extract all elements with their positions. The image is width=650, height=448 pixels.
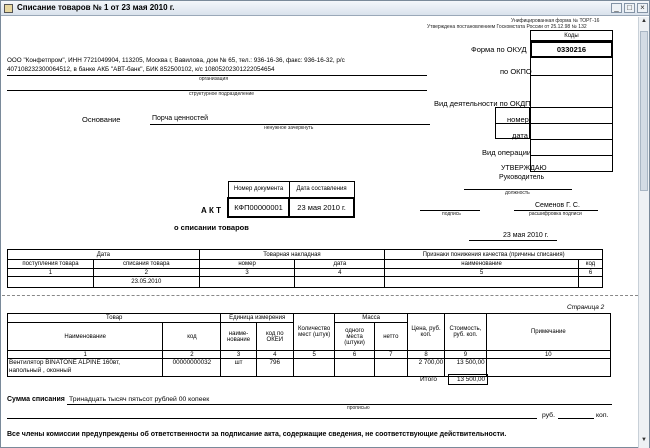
approver-name: Семенов Г. С. xyxy=(535,202,580,209)
col-reason-code: код xyxy=(578,260,602,269)
h-okei: код по ОКЕИ xyxy=(256,323,293,351)
position-caption: должность xyxy=(505,190,530,196)
h-signs: Признаки понижения качества (причины списания) xyxy=(385,250,603,260)
basis-label: Основание xyxy=(82,115,121,124)
num: 3 xyxy=(199,269,295,277)
warning-text: Все члены комиссии предупреждены об ответственности за подписание акта, содержащие сведения, не соответствующие действительности. xyxy=(7,431,507,438)
approved-text: Утверждена постановлением Госкомстата России от 25.12.98 № 132 xyxy=(427,24,587,30)
num: 6 xyxy=(578,269,602,277)
col-writeoff: списания товара xyxy=(93,260,199,269)
num: 2 xyxy=(163,351,221,359)
kop-label: коп. xyxy=(596,412,609,419)
document-icon xyxy=(4,4,13,13)
close-button[interactable]: × xyxy=(637,3,648,13)
h-cost: Стоимость, руб. коп. xyxy=(445,314,486,351)
col-wdate: дата xyxy=(295,260,385,269)
unit-caption: структурное подразделение xyxy=(189,91,255,97)
form-name: Унифицированная форма № ТОРГ-16 xyxy=(511,18,600,24)
table-row xyxy=(8,359,611,377)
approve-role: Руководитель xyxy=(499,174,545,181)
approve-date: 23 мая 2010 г. xyxy=(503,232,549,239)
act-title: А К Т xyxy=(201,206,221,215)
title-bar[interactable] xyxy=(1,1,649,16)
act-subtitle: о списании товаров xyxy=(174,223,249,232)
col-reason: наименование xyxy=(385,260,579,269)
h-date: Дата xyxy=(8,250,200,260)
print-form xyxy=(2,17,638,447)
h-net: нетто xyxy=(374,323,407,351)
h-name: Наименование xyxy=(8,323,163,351)
scroll-down-icon[interactable]: ▼ xyxy=(641,437,647,443)
num: 8 xyxy=(407,351,444,359)
minimize-button[interactable]: _ xyxy=(611,3,622,13)
num: 5 xyxy=(385,269,579,277)
basis-value: Порча ценностей xyxy=(152,115,209,122)
okpo-label: по ОКПО xyxy=(500,67,532,76)
maximize-button[interactable]: □ xyxy=(624,3,635,13)
page-break xyxy=(2,295,638,296)
codes-header: Коды xyxy=(530,30,613,41)
dates-table xyxy=(7,249,603,288)
decode-caption: расшифровка подписи xyxy=(529,211,582,217)
num: 10 xyxy=(486,351,610,359)
sum-label: Сумма списания xyxy=(7,396,65,403)
goods-price: 2 700,00 xyxy=(407,359,444,377)
num: 4 xyxy=(256,351,293,359)
h-note: Примечание xyxy=(486,314,610,351)
num: 2 xyxy=(93,269,199,277)
vertical-scrollbar[interactable] xyxy=(638,17,649,448)
h-unitname: наиме-нование xyxy=(221,323,256,351)
approve-title: УТВЕРЖДАЮ xyxy=(501,165,547,172)
h-goods: Товар xyxy=(8,314,221,323)
words-caption: прописью xyxy=(347,405,370,411)
num: 5 xyxy=(293,351,334,359)
col-arrival: поступления товара xyxy=(8,260,94,269)
activity-label: Вид деятельности по ОКДП xyxy=(434,99,531,108)
page-label: Страница 2 xyxy=(567,304,605,311)
num: 1 xyxy=(8,269,94,277)
docnum-header: Номер документа xyxy=(228,182,289,198)
org-caption: организация xyxy=(199,76,229,82)
number-label: номер xyxy=(507,115,529,124)
rub-label: руб. xyxy=(542,412,555,419)
goods-num-row xyxy=(8,351,611,359)
docdate-value: 23 мая 2010 г. xyxy=(289,198,354,218)
goods-name-1: Вентилятор BINATONE ALPINE 160вт, xyxy=(9,359,121,366)
sign-caption: подпись xyxy=(442,211,461,217)
basis-caption: ненужное зачеркнуть xyxy=(264,125,314,131)
okud-label: Форма по ОКУД xyxy=(471,45,527,54)
total-value: 13 500,00 xyxy=(448,374,488,385)
h-mass: Масса xyxy=(335,314,408,323)
num: 3 xyxy=(221,351,256,359)
window-title: Списание товаров № 1 от 23 мая 2010 г. xyxy=(17,3,175,12)
h-unit: Единица измерения xyxy=(221,314,294,323)
docnum-value: КФП00000001 xyxy=(228,198,289,218)
goods-table xyxy=(7,313,611,377)
num: 7 xyxy=(374,351,407,359)
okud-code: 0330216 xyxy=(530,41,613,58)
col-wnumber: номер xyxy=(199,260,295,269)
num: 4 xyxy=(295,269,385,277)
num: 1 xyxy=(8,351,163,359)
h-one: одного места (штуки) xyxy=(335,323,374,351)
scroll-thumb[interactable] xyxy=(640,31,648,191)
act-number-table xyxy=(227,181,355,218)
h-price: Цена, руб. коп. xyxy=(407,314,444,351)
scroll-up-icon[interactable]: ▲ xyxy=(641,18,647,24)
goods-okei: 796 xyxy=(256,359,293,377)
date-label: дата xyxy=(512,131,528,140)
num: 9 xyxy=(445,351,486,359)
h-code: код xyxy=(163,323,221,351)
sum-words: Тринадцать тысяч пятьсот рублей 00 копеек xyxy=(69,396,210,403)
org-line-2: 40710823230006451​2, в банке АКБ "АВТ-банк", БИК 852500102, к/с 10805202301222054654 xyxy=(7,66,275,73)
goods-code: 00000000032 xyxy=(163,359,221,377)
date-header: Дата составления xyxy=(289,182,354,198)
goods-unit: шт xyxy=(221,359,256,377)
num: 6 xyxy=(335,351,374,359)
org-line-1: ООО "Конфетпром", ИНН 7721049904, 113205, Москва г, Вавилова, дом № 65, тел.: 936-16-36, факс: 936-16-32, р/с xyxy=(7,57,345,64)
goods-cost: 13 500,00 xyxy=(445,359,486,377)
writeoff-date: 23.05.2010 xyxy=(93,277,199,288)
operation-label: Вид операции xyxy=(482,148,532,157)
total-label: Итого xyxy=(420,376,438,383)
goods-name-2: напольный , оконный xyxy=(9,367,72,374)
h-qty: Количество мест (штук) xyxy=(293,314,334,351)
h-waybill: Товарная накладная xyxy=(199,250,385,260)
